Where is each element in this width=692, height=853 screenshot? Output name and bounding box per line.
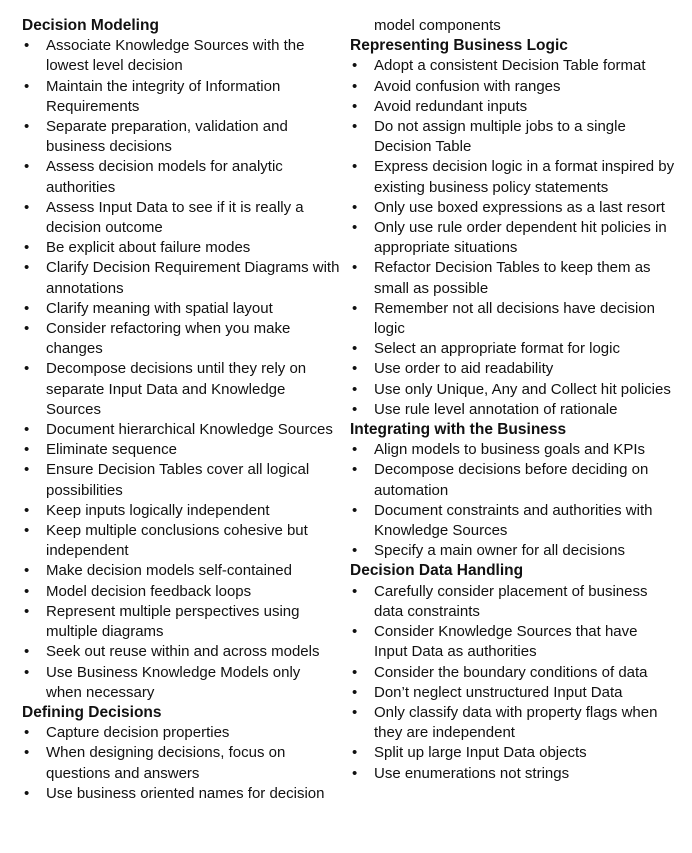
bullet-icon: •	[352, 57, 358, 75]
list-item	[350, 218, 675, 258]
list-item-text: Use order to aid readability	[374, 360, 554, 378]
list-item	[350, 541, 675, 561]
bullet-icon: •	[352, 623, 358, 641]
list-item-text: Keep multiple conclusions cohesive but independent	[46, 522, 308, 560]
list-item-text: Avoid redundant inputs	[374, 97, 528, 115]
list-item	[22, 157, 340, 197]
bullet-list	[350, 56, 675, 420]
list-item-text: Split up large Input Data objects	[374, 744, 587, 762]
list-item	[350, 198, 675, 218]
list-item-text: Specify a main owner for all decisions	[374, 542, 625, 560]
continued-item-text: model components	[374, 17, 501, 34]
list-item-text: Decompose decisions before deciding on automation	[374, 461, 649, 499]
bullet-icon: •	[352, 259, 358, 277]
bullet-icon: •	[24, 643, 30, 661]
bullet-icon: •	[24, 441, 30, 459]
list-item	[22, 501, 340, 521]
bullet-icon: •	[352, 542, 358, 560]
bullet-icon: •	[352, 461, 358, 479]
bullet-icon: •	[352, 340, 358, 358]
list-item	[350, 97, 675, 117]
bullet-icon: •	[352, 380, 358, 398]
bullet-icon: •	[24, 562, 30, 580]
list-item	[350, 56, 675, 76]
list-item-text: Seek out reuse within and across models	[46, 643, 320, 661]
bullet-icon: •	[24, 421, 30, 439]
list-item-text: Make decision models self-contained	[46, 562, 292, 580]
list-item	[350, 663, 675, 683]
list-item	[22, 198, 340, 238]
list-item	[350, 299, 675, 339]
bullet-icon: •	[352, 219, 358, 237]
list-item-text: Use enumerations not strings	[374, 764, 570, 782]
list-item	[22, 743, 340, 783]
bullet-list	[22, 36, 340, 703]
list-item	[350, 683, 675, 703]
list-item-text: Select an appropriate format for logic	[374, 340, 620, 358]
list-item	[350, 157, 675, 197]
list-item-text: Consider Knowledge Sources that have Input Data as authorities	[374, 623, 638, 661]
bullet-icon: •	[352, 441, 358, 459]
bullet-icon: •	[24, 784, 30, 802]
list-item-text: Represent multiple perspectives using multiple diagrams	[46, 602, 300, 641]
bullet-icon: •	[352, 400, 358, 418]
section-heading-decision-modeling: Decision Modeling	[22, 17, 159, 34]
bullet-icon: •	[24, 259, 30, 277]
list-item-text: Assess Input Data to see if it is really a decision outcome	[46, 198, 304, 237]
bullet-icon: •	[24, 198, 30, 216]
list-item	[350, 400, 675, 420]
list-item	[22, 460, 340, 500]
bullet-icon: •	[24, 744, 30, 762]
list-item-text: Clarify meaning with spatial layout	[46, 299, 273, 317]
list-item-text: When designing decisions, focus on questions and answers	[46, 744, 286, 782]
bullet-icon: •	[24, 118, 30, 136]
bullet-icon: •	[24, 158, 30, 176]
bullet-list	[350, 582, 675, 784]
bullet-icon: •	[352, 118, 358, 136]
list-item-text: Express decision logic in a format inspired by existing business policy statements	[374, 158, 675, 196]
list-item	[22, 258, 340, 298]
list-item-text: Consider refactoring when you make changes	[46, 320, 291, 358]
list-item-text: Carefully consider placement of business data constraints	[374, 582, 648, 620]
list-item-text: Use business oriented names for decision	[46, 784, 325, 802]
list-item-text: Only classify data with property flags when they are independent	[374, 703, 658, 742]
list-item	[350, 501, 675, 541]
list-item-text: Use rule level annotation of rationale	[374, 400, 618, 418]
list-item-text: Clarify Decision Requirement Diagrams with annotations	[46, 259, 340, 297]
list-item	[22, 723, 340, 743]
list-item-text: Be explicit about failure modes	[46, 239, 251, 257]
list-item	[350, 460, 675, 500]
list-item	[350, 764, 675, 784]
bullet-icon: •	[352, 97, 358, 115]
list-item-text: Ensure Decision Tables cover all logical possibilities	[46, 461, 310, 499]
list-item-text: Consider the boundary conditions of data	[374, 663, 648, 681]
section-heading-defining-decisions: Defining Decisions	[22, 703, 162, 721]
list-item	[22, 521, 340, 561]
list-item	[22, 440, 340, 460]
list-item-text: Keep inputs logically independent	[46, 501, 270, 519]
list-item-text: Capture decision properties	[46, 724, 230, 742]
bullet-icon: •	[352, 158, 358, 176]
bullet-list	[22, 723, 340, 804]
list-item	[22, 319, 340, 359]
list-item	[22, 642, 340, 662]
list-item-text: Use Business Knowledge Models only when necessary	[46, 663, 301, 701]
list-item	[22, 117, 340, 157]
list-item-text: Only use boxed expressions as a last resort	[374, 198, 665, 216]
bullet-icon: •	[352, 77, 358, 95]
list-item-text: Associate Knowledge Sources with the lowest level decision	[46, 37, 305, 75]
bullet-icon: •	[352, 663, 358, 681]
list-item	[22, 420, 340, 440]
list-item-text: Do not assign multiple jobs to a single Decision Table	[374, 118, 626, 156]
list-item	[350, 582, 675, 622]
list-item	[22, 77, 340, 117]
list-item-text: Use only Unique, Any and Collect hit policies	[374, 380, 671, 398]
bullet-icon: •	[352, 764, 358, 782]
section-heading-integrating-with-the-business: Integrating with the Business	[350, 421, 567, 439]
list-item	[350, 703, 675, 743]
bullet-icon: •	[24, 360, 30, 378]
bullet-icon: •	[352, 299, 358, 317]
list-item-text: Document hierarchical Knowledge Sources	[46, 421, 333, 439]
bullet-icon: •	[352, 501, 358, 519]
bullet-icon: •	[24, 320, 30, 338]
list-item-text: Refactor Decision Tables to keep them as small as possible	[374, 259, 651, 297]
list-item-text: Separate preparation, validation and business decisions	[46, 118, 288, 156]
bullet-icon: •	[352, 582, 358, 600]
section-heading-representing-business-logic: Representing Business Logic	[350, 37, 568, 55]
list-item	[22, 582, 340, 602]
bullet-icon: •	[352, 744, 358, 762]
list-item	[22, 359, 340, 420]
list-item-text: Assess decision models for analytic authorities	[46, 158, 283, 196]
list-item-text: Remember not all decisions have decision logic	[374, 299, 655, 338]
list-item	[350, 440, 675, 460]
list-item-text: Align models to business goals and KPIs	[374, 441, 645, 459]
list-item	[350, 77, 675, 97]
left-column	[22, 16, 340, 804]
list-item	[22, 238, 340, 258]
list-item	[350, 622, 675, 662]
list-item-text: Document constraints and authorities with Knowledge Sources	[374, 501, 653, 540]
bullet-icon: •	[24, 77, 30, 95]
bullet-icon: •	[24, 37, 30, 55]
list-item	[350, 380, 675, 400]
list-item	[22, 784, 340, 804]
list-item	[350, 339, 675, 359]
list-item-text: Don’t neglect unstructured Input Data	[374, 683, 623, 701]
bullet-icon: •	[24, 522, 30, 540]
right-column	[350, 16, 675, 784]
bullet-list	[350, 440, 675, 561]
list-item-text: Decompose decisions until they rely on separate Input Data and Knowledge Sources	[46, 360, 307, 418]
bullet-icon: •	[24, 501, 30, 519]
list-item	[350, 743, 675, 763]
bullet-icon: •	[352, 683, 358, 701]
list-item-text: Eliminate sequence	[46, 441, 177, 459]
bullet-icon: •	[24, 602, 30, 620]
bullet-icon: •	[24, 239, 30, 257]
list-item	[350, 258, 675, 298]
bullet-icon: •	[24, 461, 30, 479]
list-item-text: Only use rule order dependent hit policies in appropriate situations	[374, 219, 667, 257]
list-item	[22, 602, 340, 642]
bullet-icon: •	[24, 299, 30, 317]
bullet-icon: •	[24, 663, 30, 681]
list-item-text: Model decision feedback loops	[46, 582, 252, 600]
list-item-text: Maintain the integrity of Information Requirements	[46, 77, 281, 115]
list-item	[350, 117, 675, 157]
list-item-text: Avoid confusion with ranges	[374, 77, 561, 95]
list-item	[22, 561, 340, 581]
bullet-icon: •	[352, 360, 358, 378]
list-item-text: Adopt a consistent Decision Table format	[374, 57, 646, 75]
bullet-icon: •	[352, 198, 358, 216]
bullet-icon: •	[24, 582, 30, 600]
list-item	[22, 299, 340, 319]
list-item	[22, 36, 340, 76]
list-item	[22, 663, 340, 703]
bullet-icon: •	[24, 724, 30, 742]
section-heading-decision-data-handling: Decision Data Handling	[350, 562, 524, 580]
list-item	[350, 359, 675, 379]
bullet-icon: •	[352, 703, 358, 721]
